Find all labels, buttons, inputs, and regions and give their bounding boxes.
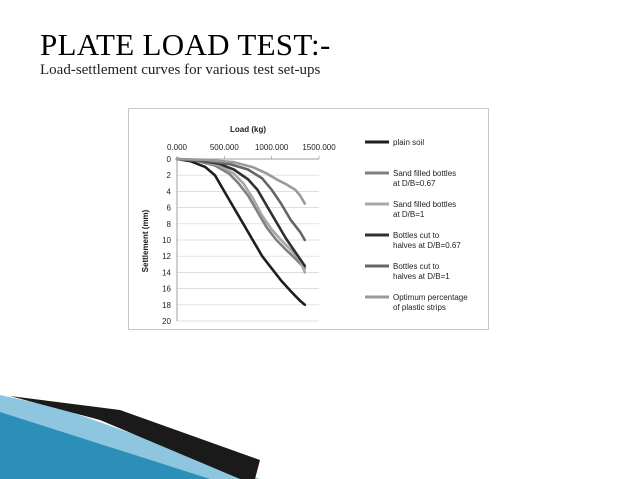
x-tick-label: 1500.000 (302, 143, 336, 152)
x-tick-label: 0.000 (166, 143, 188, 152)
legend-label-2: Sand filled bottles at D/B=0.67 (393, 169, 457, 188)
legend-label-3: Sand filled bottles at D/B=1 (393, 200, 457, 219)
x-tick-label: 500.000 (209, 143, 239, 152)
slide-subtitle: Load-settlement curves for various test set-ups (40, 62, 321, 78)
y-tick-label: 12 (162, 252, 171, 262)
y-tick-label: 14 (162, 268, 171, 278)
y-tick-label: 10 (162, 236, 171, 245)
legend-label-4: Bottles cut to halves at D/B=0.67 (393, 231, 461, 250)
legend-label-1: plain soil (393, 138, 425, 147)
y-tick-label: 20 (162, 317, 171, 326)
x-tick-label: 1000.000 (254, 143, 289, 152)
y-axis-label: Settlement (mm) (141, 209, 150, 273)
legend-label-5: Bottles cut to halves at D/B=1 (393, 262, 450, 281)
y-tick-label: 16 (162, 284, 171, 294)
legend-label-6: Optimum percentage of plastic strips (393, 293, 468, 312)
y-tick-label: 6 (166, 203, 171, 213)
y-tick-label: 18 (162, 300, 171, 310)
y-tick-label: 0 (166, 155, 171, 164)
x-axis-label: Load (kg) (230, 125, 266, 134)
y-tick-label: 4 (166, 187, 171, 197)
y-tick-label: 8 (166, 219, 171, 229)
y-tick-label: 2 (166, 171, 171, 181)
slide-title: PLATE LOAD TEST:- (40, 27, 331, 62)
